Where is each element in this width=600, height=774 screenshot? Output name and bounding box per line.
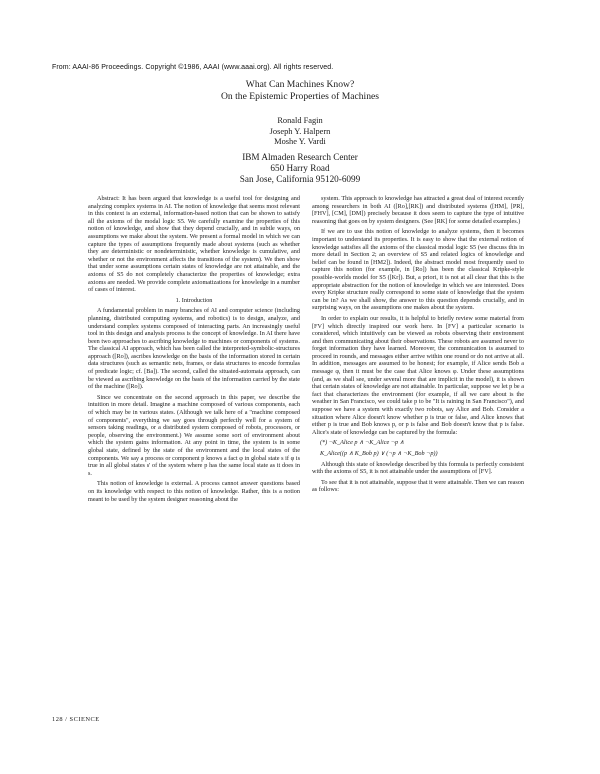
author: Ronald Fagin [277, 116, 323, 125]
body-paragraph: If we are to use this notion of knowledge to analyze systems, then it becomes important to understand its properties. It is easy to show that the external notion of knowledge satisfies all the axioms of the classical modal logic S5 (we discuss this in more detail in Section 2; an overview of S5 and related logics of knowledge and belief can be found in [HM2]). Indeed, the abstract model most frequently used to capture this notion (for example, in [Ro]) has been the classical Kripke-style possible-worlds model for S5 ([Kr]). But, a priori, it is not at all clear that this is the appropriate abstraction for the notion of knowledge in which we are interested. Does every Kripke structure really correspond to some state of knowledge that the system can be in? As we shall show, the answer to this question depends crucially, and in surprising ways, on the assumptions one makes about the system. [312, 228, 524, 312]
formula-line: (*) ¬K_Alice p ∧ ¬K_Alice ¬p ∧ [320, 439, 405, 447]
paper-subtitle: On the Epistemic Properties of Machines [221, 91, 379, 102]
paper-title: What Can Machines Know? [245, 79, 355, 90]
left-column [88, 195, 300, 503]
page-footer: 128 / SCIENCE [52, 716, 100, 723]
abstract-paragraph: Abstract: It has been argued that knowledge is a useful tool for designing and analyzing complex systems in AI. The notion of knowledge that seems most relevant in this context is an external, information-based notion that can be shown to satisfy all the axioms of the modal logic S5. We carefully examine the properties of this notion of knowledge, and show that they depend crucially, and in subtle ways, on assumptions we make about the system. We present a formal model in which we can capture the types of assumptions frequently made about systems (such as whether they are deterministic or nondeterministic, whether knowledge is cumulative, and whether or not the environment affects the transitions of the system). We then show that under some assumptions certain states of knowledge are not attainable, and the axioms of S5 do not completely characterize the properties of knowledge; extra axioms are needed. We provide complete axiomatizations for knowledge in a number of cases of interest. [88, 195, 300, 294]
section-heading: 1. Introduction [175, 296, 213, 304]
formula-line: K_Alice((p ∧ K_Bob p) ∨ (¬p ∧ ¬K_Bob ¬p)) [320, 450, 438, 457]
affiliation-line: IBM Almaden Research Center [242, 152, 358, 162]
body-paragraph: To see that it is not attainable, suppose that it were attainable. Then we can reason as follows: [312, 478, 524, 494]
author: Joseph Y. Halpern [269, 126, 331, 136]
author: Moshe Y. Vardi [274, 137, 326, 147]
body-paragraph: This notion of knowledge is external. A process cannot answer questions based on its knowledge with respect to this notion of knowledge. Rather, this is a notion meant to be used by the system designer reasoning about the [88, 480, 300, 503]
author-list [0, 116, 600, 148]
affiliation [0, 152, 600, 185]
affiliation-line: 650 Harry Road [270, 163, 330, 173]
body-paragraph: system. This approach to knowledge has attracted a great deal of interest recently among researchers in both AI ([Ro],[RK]) and distributed systems ([HM], [PR], [FHV], [CM], [DM]) precisely because it does seem to capture the type of intuitive reasoning that goes on by system designers. (See [RK] for some detailed examples.) [312, 195, 524, 225]
body-paragraph: A fundamental problem in many branches of AI and computer science (including planning, distributed computing systems, and robotics) is to design, analyze, and understand complex systems composed of interacting parts. An increasingly useful tool in this design and analysis process is the concept of knowledge. In AI there have been two approaches to ascribing knowledge to machines or components of systems. The classical AI approach, which has been called the interpreted-symbolic-structures approach ([Ro]), ascribes knowledge on the basis of the information stored in certain data structures (such as semantic nets, frames, or data structures to encode formulas of predicate logic; cf. [Ba]). The second, called the situated-automata approach, can be viewed as ascribing knowledge on the basis of the information carried by the state of the machine ([Ro]). [88, 307, 300, 391]
right-column [312, 195, 524, 494]
body-paragraph: Since we concentrate on the second approach in this paper, we describe the intuition in more detail. Imagine a machine composed of various components, each of which may be in various states. (Although we talk here of a "machine composed of components", everything we say goes through perfectly well for a system of sensors taking readings, or a distributed system composed of robots, processors, or people, observing the environment.) We assume some sort of environment about which the system gains information. At any point in time, the system is in some global state, defined by the state of the environment and the local states of the components. We say a process or component p knows a fact φ in global state s if φ is true in all global states s' of the system where p has the same local state as it does in s. [88, 393, 300, 477]
body-paragraph: Although this state of knowledge described by this formula is perfectly consistent with the axioms of S5, it is not attainable under the assumptions of [FV]. [312, 460, 524, 476]
copyright-line: From: AAAI-86 Proceedings. Copyright ©1986, AAAI (www.aaai.org). All rights reserved. [52, 64, 334, 71]
affiliation-line: San Jose, California 95120-6099 [239, 174, 361, 184]
body-paragraph: In order to explain our results, it is helpful to briefly review some material from [FV] which directly inspired our work here. In [FV] a particular scenario is considered, which intuitively can be viewed as robots observing their environment and then communicating about their observations. These robots are assumed never to forget information they have learned. Moreover, the communication is assumed to proceed in rounds, and messages either arrive within one round or do not arrive at all. In addition, messages are assumed to be honest; for example, if Alice sends Bob a message φ, then it must be the case that Alice knows φ. Under these assumptions (and, as we shall see, under several more that are implicit in the model), it is shown that certain states of knowledge are not attainable. In particular, suppose we let p be a fact that characterizes the environment (for example, if all we care about is the weather in San Francisco, we could take p to be "It is raining in San Francisco"), and suppose we have a system with exactly two robots, say Alice and Bob. Consider a situation where Alice doesn't know whether p is true or false, and Alice knows that either p is true and Bob knows p, or p is false and Bob doesn't know that p is false. Alice's state of knowledge can be captured by the formula: [312, 314, 524, 436]
